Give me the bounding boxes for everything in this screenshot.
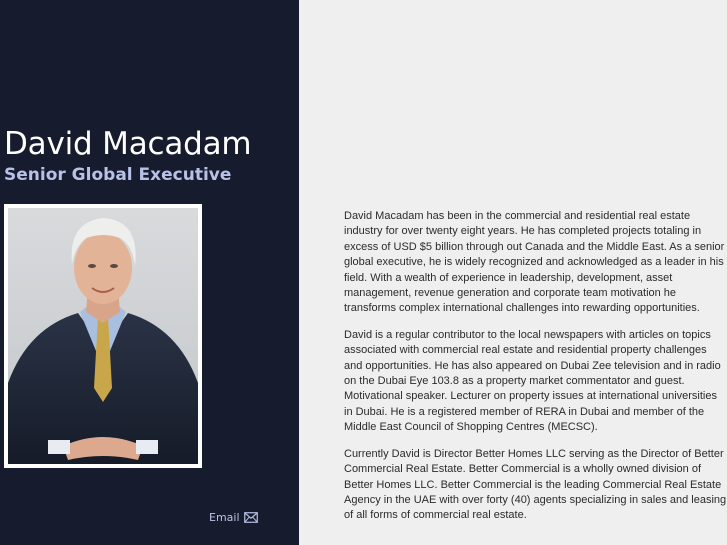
bio-content [344,209,727,535]
email-label: Email [209,511,240,524]
portrait-frame [4,204,202,468]
sidebar [0,0,299,545]
envelope-icon [244,512,258,523]
profile-name: David Macadam [4,126,252,162]
bio-paragraph-1: David Macadam has been in the commercial and residential real estate industry for over twenty eight years. He has completed projects totaling in excess of USD $5 billion through out Canada and the Middle East. As a senior global executive, he is widely recognized and acknowledged as a leader in his field. With a wealth of experience in leadership, development, asset management, revenue generation and corporate team motivation he transforms complex international challenges into rewarding opportunities. [344,210,725,315]
bio-paragraph-3: Currently David is Director Better Homes LLC serving as the Director of Better Commercial Real Estate. Better Commercial is a wholly owned division of Better Homes LLC. Better Commercial is the leading Commercial Real Estate Agency in the UAE with over forty (40) agents specializing in sales and leasing of all forms of commercial real estate. [344,447,727,522]
bio-paragraph-2: David is a regular contributor to the local newspapers with articles on topics associated with commercial real estate and residential property challenges and opportunities. He has also appeared on Dubai Zee television and in radio on the Dubai Eye 103.8 as a property market commentator and guest. Motivational speaker. Lecturer on property issues at international universities in Dubai. He is a registered member of RERA in Dubai and member of the Middle East Council of Shopping Centres (MECSC). [344,328,721,434]
email-link[interactable] [209,511,258,524]
portrait-photo [8,208,198,464]
profile-title: Senior Global Executive [4,165,232,185]
